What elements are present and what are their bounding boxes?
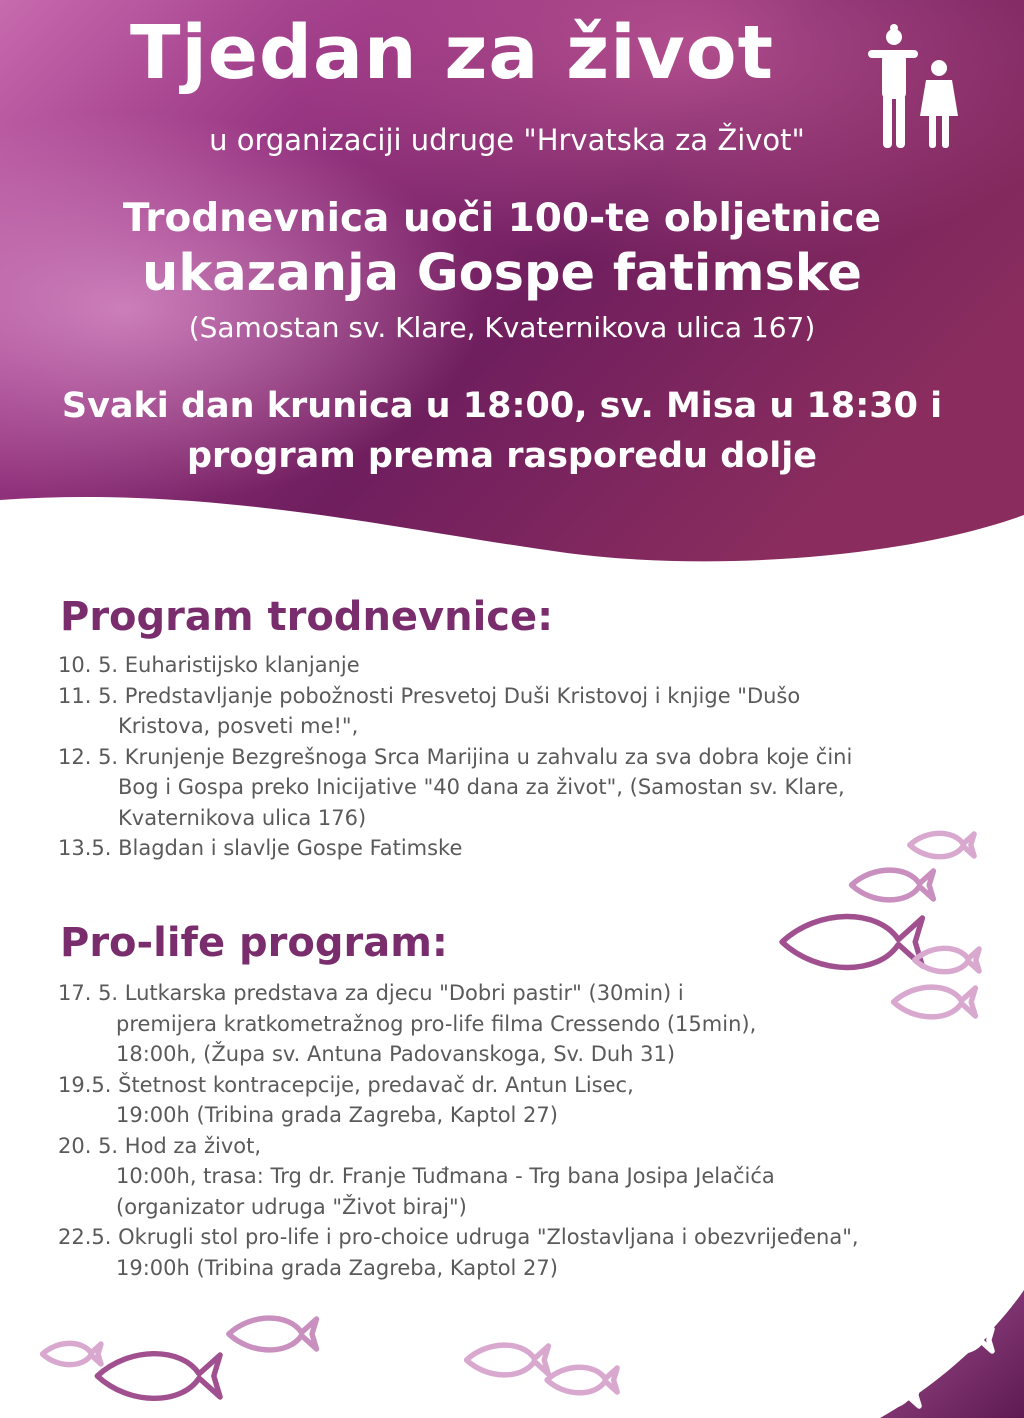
list-item-continuation: 18:00h, (Župa sv. Antuna Padovanskoga, Sv. Duh 31): [116, 1042, 676, 1066]
fish-icon: [852, 870, 934, 900]
daily-schedule-line1: Svaki dan krunica u 18:00, sv. Misa u 18:30 i: [61, 386, 943, 426]
fish-icon: [229, 1318, 317, 1350]
section-heading-pro-life: Pro-life program:: [60, 920, 448, 966]
list-item: 13.5. Blagdan i slavlje Gospe Fatimske: [58, 836, 463, 860]
trodnevnica-list: [58, 650, 978, 864]
fish-icon: [915, 948, 979, 971]
list-item-continuation: Bog i Gospa preko Inicijative "40 dana za život", (Samostan sv. Klare,: [118, 775, 845, 799]
event-heading-line2: ukazanja Gospe fatimske: [142, 244, 862, 303]
list-item-continuation: Kristova, posveti me!",: [118, 714, 359, 738]
list-item-continuation: premijera kratkometražnog pro-life filma Cressendo (15min),: [116, 1011, 757, 1036]
fish-icon: [547, 1367, 617, 1393]
list-item-continuation: 10:00h, trasa: Trg dr. Franje Tuđmana - Trg bana Josipa Jelačića: [116, 1164, 775, 1188]
poster-title: Tjedan za život: [129, 10, 775, 96]
list-item-continuation: (organizator udruga "Život biraj"): [116, 1194, 467, 1219]
list-item: 10. 5. Euharistijsko klanjanje: [58, 653, 360, 677]
list-item-continuation: 19:00h (Tribina grada Zagreba, Kaptol 27): [116, 1255, 558, 1280]
list-item-continuation: Kvaternikova ulica 176): [118, 805, 367, 830]
list-item: 11. 5. Predstavljanje pobožnosti Presvetoj Duši Kristovoj i knjige "Dušo: [58, 683, 801, 708]
list-item: 22.5. Okrugli stol pro-life i pro-choice udruga "Zlostavljana i obezvrijeđena",: [58, 1225, 859, 1249]
daily-schedule-line2: program prema rasporedu dolje: [186, 436, 818, 476]
fish-icon: [782, 916, 922, 967]
list-item-continuation: 19:00h (Tribina grada Zagreba, Kaptol 27): [116, 1103, 558, 1127]
fish-icon: [97, 1354, 220, 1399]
section-heading-trodnevnica: Program trodnevnice:: [60, 594, 554, 640]
list-item: 19.5. Štetnost kontracepcije, predavač dr. Antun Lisec,: [58, 1072, 634, 1097]
list-item: 20. 5. Hod za život,: [58, 1133, 262, 1158]
event-heading-line1: Trodnevnica uoči 100-te obljetnice: [122, 196, 882, 241]
event-address: (Samostan sv. Klare, Kvaternikova ulica 167): [188, 311, 816, 344]
list-item: 17. 5. Lutkarska predstava za djecu "Dobri pastir" (30min) i: [58, 981, 684, 1005]
pro-life-list: [58, 978, 978, 1283]
organizer-subtitle: u organizaciji udruge "Hrvatska za Život": [209, 123, 805, 157]
fish-icon: [467, 1345, 549, 1375]
list-item: 12. 5. Krunjenje Bezgrešnoga Srca Marijina u zahvalu za sva dobra koje čini: [58, 744, 853, 769]
fish-icon: [43, 1343, 102, 1364]
